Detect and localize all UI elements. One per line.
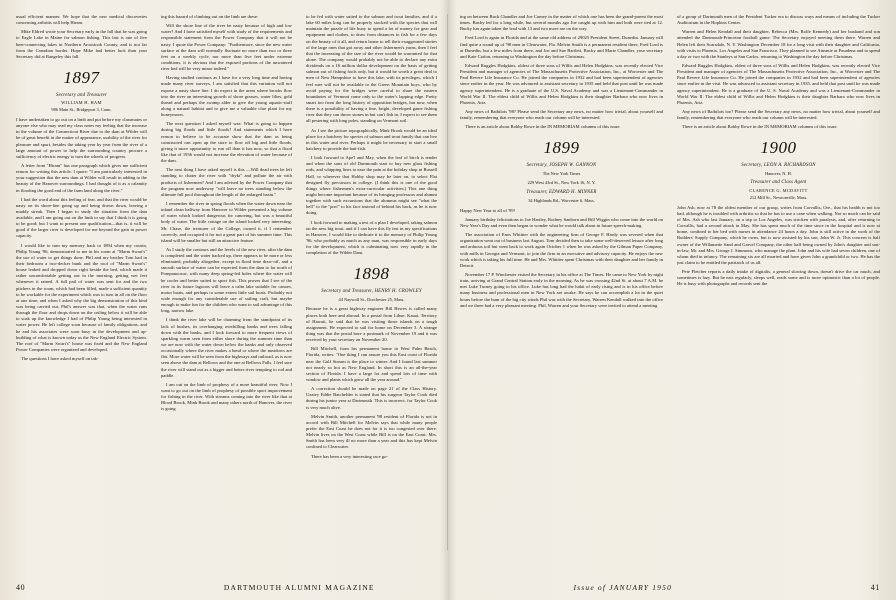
left-page (16, 14, 448, 550)
class-year-heading: 1897 (63, 67, 100, 87)
paragraph: As I study the contours and the levels of the new river, after the dam is completed and the water backed up, there appears to be more or less eliminated, probably altogether, except in flood time draw-off, and a smooth surface of water can be expected from the dam to far north of Pompanoosuc, with many deep spring-fed holes where the water will be cooler and better suited to sport fish. This proves that I see of the river in its future lagoons will leave a calm lake suitable for canoes, motor boats, and perhaps to some extent little sail boats. Probably not wide enough for any considerable use of sailing craft, but maybe enough to make fun for the children who want to sail advantage of this long, narrow lake. (161, 246, 292, 314)
paragraph: The association of Enos Whittier with the engineering firm of George F. Hardy was severed when that organization went out of business last August. Tom decided then to take some well-deserved leisure after long and arduous toil but went back to work again October 1 when he was asked by the Gilman Paper Company, with mills in Georgia and Vermont, to join the firm in an executive and advisory capacity. He enjoys the new work which is taking his full time. He and Mrs. Whittier spent Christmas with their daughter and her family in Detroit. (460, 232, 663, 268)
paragraph: There has been a very interesting race go- (311, 453, 388, 459)
class-treasurer-address: 212 Mill St., Newtonville, Mass. (749, 194, 808, 200)
column-5 (677, 14, 880, 550)
class-officer-address: 986 Main St., Bridgeport 3, Conn. (51, 107, 112, 113)
paragraph: January birthday felicitations to Joe Hartley, Rodney Sanborn and Bill Wiggin who come into the world on New Year's Day and even then began to wonder what he would talk about in future speech-making. (460, 216, 663, 228)
paragraph: I remember the river in spring floods when the water down near the inland clean halfway from Hanover to Wilder presented a big volume of water which looked dangerous for canoeing, but was a beautiful body of water. The little cottage on the island looked very interesting. Mr. Chase, the treasurer of the College, owned it, if I remember correctly, and occupied it for not a great part of his summer time. This island will be smaller but still an attractive feature. (161, 200, 292, 243)
paragraph: Edward Ruggles Hodgkins, eldest of three sons of Willis and Helen Hodgkins, was recently elected Vice President and manager of agencies of The Massachusetts Protective Association, Inc., at Worcester and The Paul Revere Life Insurance Co. He joined the companies in 1932 and had been superintendent of agencies since earlier in the visit. He was advanced to assistant secretary in 1935, and held that post until he was made agency superintendent. He is a graduate of the U. S. Naval Academy and was a Lieutenant-Commander in World War II. The eldest child of Willis and Helen Hodgkins is their daughter Barbara who now lives in Phoenix, Ariz. (677, 62, 880, 105)
paragraph: I would like to turn my memory back to 1894 when my cousin, Philip Young '96, demonstrated to me in his room at "Marm Swart's" the use of water to get things done. Phil and my brother Tom had in their bedroom a two-decker bunk and the roof of "Marm Swart's" house leaked and dropped down right beside the bed, which made it rather uncomfortable getting out in the morning, getting wet feet whenever it rained. A full pail of water was sent for and the two pitchers in the room, which had been filled, made a sufficient quantity to be workable for the experiment which was to turn in all on the floor at one time; and when I asked why the big demonstration of this kind was being carried out, Phil's answer was that, when the water runs through the floor and drops down on the ceiling below it will be able to soak up the knowledge I had of Philip Young being interested in water power. He left college soon because of family obligations, and he and his associates were soon busy in the development and up-building of what is known today as the New England Electric System. The roof of "Marm Swart's" house was fixed and the New England Power Companies were organized and developed. (16, 242, 147, 353)
column-2 (161, 14, 292, 550)
class-treasurer-name: CLARENCE G. MCDAVITT (749, 187, 808, 193)
publication-title: DARTMOUTH ALUMNI MAGAZINE (223, 583, 375, 592)
class-officer-address-line2: 229 West 43rd St., New York 16, N. Y. (527, 180, 596, 186)
paragraph: I have undertaken to go out on a limb and put before my classmates or anyone else who may read my class notes my feeling that the increase in the volume of the Connecticut River due to the dam at Wilder will be of great benefit in the matter of appearance, usability of the river for pleasure and sport, besides the taking year by year from the river of a large amount of power to help the surrounding country procure a sufficiency of electric energy to turn the wheels of progress. (16, 116, 147, 159)
paragraph: I think the river lake will be charming from the standpoint of its lack of bushes, its overhanging overhilling banks and trees falling down with the banks, and I look forward to more frequent views of sparkling warm seen from either shore during the summer time than we are now with the water down below the banks and only observed occasionally where the river makes a bend or where the meadows are flat. More water will be seen from the highways and railroad, as is now seen above the dam at Bellows and the one at Bellows Falls. I feel sure the river will stand out as a bigger and better river tempting to rod and paddle. (161, 317, 292, 378)
paragraph: The next thing I have asked myself is this —Will dead trees be left standing to clutter the river with "dryki" and pollute the air with products of fishermen? And I am advised by the Power Company that the program now underway "will leave no trees standing below the ultimate full pool throughout the length of the enlarged basin." (161, 167, 292, 197)
paragraph: Happy New Year to all of '99! (460, 207, 516, 213)
paragraph: I am out on the limb of prophesy of a more beautiful river. Now I want to go out on the limb of prophesy of possible sport improvement for fishing in the river. With streams coming into the river like that at Blood Brook, Mink Brook and many others north of Hanover, the river is going (161, 381, 292, 412)
right-page (448, 14, 880, 550)
class-treasurer-address: 34 Highlands Rd., Worcester 6, Mass. (528, 197, 595, 203)
paragraph: As I see the picture topographically, Mink Brook would be an ideal place for a hatchery for species of salmon and trout family that can live in this water and river. Perhaps it might be necessary to start a small hatchery to provide the bait-fish. (306, 127, 437, 151)
class-officer-address: Hanover, N. H. (765, 170, 792, 176)
paragraph: to be fed with water suited to the salmon and trout families, and if a lake 60 miles long can be properly stocked with the species that will maintain the puzzle of life buoy to spend a lot of money for gear and equipment and clothes, to draw from distances to fish for a few days on the beauty of it all, and return home to tell their exaggerated stories of the large ones that got away and other fishermen's yarns, then I feel that the increasing of the size of the river would be warranted for that alone. The company would probably not be able to declare any extra dividends on a 16 million dollar development on the basis of getting salmon out of fishing fools only, but it would be worth a great deal to men of New Hampshire to have this lake, with its privileges, which I feel sure will not be available to the Green Mountain boys, who by avoid paying for the bridges were careful to share the eastern boundaries of Vermont come only to the water's lapping edge. Pretty smart too from the long history of opposition bridges, but now, when there is a possibility of having a fine, bright, developed game fishing river that they can throw stones in but can't fish in, I expect to see them all pestering with long poles, standing on Vermont soil. (306, 14, 437, 124)
paragraph: I look forward to making a test of a plan I developed, taking salmon on the new big trout, and if I can have this fly test in my specifications in Hanover, I would like to dedicate it to the memory of Philip Young '96, who probably as much as any man, was responsible in early days for the development, which is culminating now very rapidly in the completion of the Wilder Dam. (306, 219, 437, 256)
paragraph: Fred Lord is again in Florida and at the same old address of 29025 President Street, Dunedin. January will find quite a round up of '98 men in Clearwater, Fla. Melvin Smith is a permanent resident there, Fred Lord is at Dunedin, but a few miles from there, and Joe and Sue Bartlett, Bucky and Marie Chandler, your secretary and Kate Carlon, returning to Washington the day before Christmas. (460, 35, 663, 59)
paragraph: Any news of Batbilots too? Please send the Secretary any news, no matter how trivial, about yourself and family, remembering that everyone who reads our column will be interested. (677, 108, 880, 121)
paragraph: ing this hazard of climbing out on the limb are these: (161, 14, 259, 19)
right-page-number: 41 (870, 583, 880, 592)
paragraph: usual efficient manner. We hope that the new medical discoveries concerning arthritis will help Hiram. (16, 14, 147, 26)
paragraph: Warren and Helen Kendall and their daughter, Rebecca (Mrs. Rolfe Kennedy) and her husband and son attended the Dartmouth-Princeton football game. The Secretary enjoyed meeting them there. Warren and Helen left their Scarsdale, N. Y. Washington December 18 for a long visit with their daughter and California, with visits to Phoenix, Los Angeles and San Francisco. They planned to see Ainsmie at Pasadena and to spend a day or two with the Stanleys at San Carlos, returning to Washington the day before Christmas. (677, 29, 880, 59)
class-officer-role: Secretary and Treasurer (56, 92, 107, 98)
column-4 (460, 14, 663, 550)
paragraph: Pete Fletcher reports a daily intake of digitalis, a general slowing down, doesn't drive the car much, and sometimes is lazy. But he eats regularly, sleeps well, reads some and is more optimistic than a lot of people. He is busy with photographs and records sent the (677, 269, 880, 287)
paragraph: Edward Ruggles Hodgkins, oldest of three sons of Willis and Helen Hodgkins, was recently elected Vice President and manager of agencies of The Massachusetts Protective Association, Inc., at Worcester and The Paul Revere Life Insurance Co. He joined the companies in 1932 and had been superintendent of agencies since earlier in the year. He was advanced to assistant secretary in 1935 and held that post until he was made agency superintendent. He is a graduate of the U.S. Naval Academy and was a Lieutenant-Commander in World War II. The eldest child of Willis and Helen Hodgkins is their daughter Barbara who now lives in Phoenix, Ariz. (460, 62, 663, 105)
class-officer-name: WILLIAM H. HAM (61, 100, 102, 106)
paragraph: The questions I have asked myself on tak- (21, 356, 99, 362)
class-year-heading: 1898 (353, 264, 390, 284)
issue-label: Issue of JANUARY 1950 (573, 583, 673, 592)
page-footer (16, 583, 880, 592)
column-3 (306, 14, 437, 550)
paragraph: I had the word about this feeling of fear, and that the river would be nasty on its shore-line going up and being drawn down, leaving a muddy streak. Then I began to study the situation from the data available, and I am going out on the limb to say that I think it is going to be good; but I want to present one qualification—that is, it will be good if the larger river is developed for me beyond the gain in power capacity. (16, 196, 147, 239)
paragraph: of a group of Dartmouth men of the President Tucker era to discuss ways and means of including the Tucker Auditorium in the Hopkins Center. (677, 14, 880, 26)
paragraph: I look forward to Ape'l and May, when the leaf of birch is tender and when the sons of old Dartmouth start to buy new glass fishing rods, and whipping lines to ease the pain at the holiday shop in Russell Hall, or wherever that Hobby shop may be later on, to select Flat designed fly precursors in college. (I think this is one of the good things where fishermen's extra-curricular activities.) This one thing might become important because of its bringing professors and alumni together with such excursions that the alumnus might see "what the hell" to the "prof" to his face instead of behind his back, as he is now doing. (306, 155, 437, 216)
paragraph: Any news of Batbilots '98? Please send the Secretary any news, no matter how trivial, about yourself and family, remembering that everyone who reads our column will be interested. (460, 108, 663, 121)
class-year-heading: 1899 (543, 138, 580, 158)
two-page-spread (16, 14, 880, 550)
class-officer-role: Secretary, JOSEPH W. GANNON (526, 163, 597, 169)
paragraph: There is an article about Bobby Rowe in the IN MEMORIAM columns of this issue. (682, 124, 838, 130)
class-officer-address-line1: The New York Times (542, 170, 581, 176)
paragraph: A correction should be made on page 21 of the Class History. Uzziey Eddie Batchelder is stated that his surgeon Taylor Cook died during his junior year at Dartmouth. This is incorrect, for Taylor Cook is very much alive. (306, 386, 437, 410)
paragraph: Will the shore line of the river be nasty because of high and low water? And I have satisfied myself with study of the requirements and responsible statement from the Power Company that it will not be nasty. I quote the Power Company: "Furthermore, since the new water surface at the dam will normally fluctuate no more than two or three feet on a weekly cycle, nor more than five feet under extreme conditions, it is obvious that the exposed portions of the unwatered river bed will be very minor indeed." (161, 23, 292, 72)
paragraph: Mike Eldred wrote your Secretary early in the fall that he was going to Eagle Lake in Maine for salmon fishing. This last is one of five beer-connecting lakes in Northern Aroostook County, and is not far from the Canadian border. Hope Mike had better luck than your Secretary did at Rangeley this fall. (16, 29, 147, 59)
paragraph: ing on between Buck Chandler and Joe Carney in the matter of which one has been the grand-parent the most times. Bucky led for a long while, but several months ago Joe caught up with him and both were tied at 12. Bucky has again taken the lead with 13 and two more are on the way. (460, 14, 663, 32)
paragraph: A letter from "Hiram" has one paragraph which gives me sufficient reason for writing this article. I quote: "I am particularly interested in your suggestion that the new dam at Wilder will result in adding to the beauty of the Hanover surroundings. I had thought of it as a calamity in flooding the good end of the farm land along the river." (16, 162, 147, 193)
paragraph: Having studied contours as I have for a very long time and having made many river surveys, I am satisfied that this variation will not expose a nasty shore line. I do expect in the areas where brooks flow into the river an interesting growth of shore grasses, water lilies, gold thread and perhaps the swamp alder to give the young aquatic-stuff along a natural habitat and to give me a valuable clue plant for my honeymoon. (161, 75, 292, 118)
class-treasurer-role: Treasurer, EDWARD H. MINNER (526, 190, 597, 196)
class-officer-address: 44 Naywoll St., Dorchester 25, Mass. (338, 296, 405, 302)
paragraph: Melvin Smith, another permanent '98 resident of Florida is not in accord with Bill Mitchell for Melvin says that while many people prefer the East Coast he does not for it is too congested over there. Melvin lives on the West Coast while Bill is on the East Coast. Mrs. Smith has been very ill no more than a year and this has kept Melvin confined to Clearwater. (306, 413, 437, 450)
paragraph: John Ash, now at 78 the oldest member of our group, writes from Corvallis, Ore., that his health is not too bad, although he is troubled with arthritis so that he has to use a cane when walking. Not so much can be said of Mrs. Ash who last January, on a trip to Los Angeles, was stricken with paralysis, and, after returning to Corvallis, had a second attack in May. She has spent much of the time since in the hospital and is now at home, confined to her bed with nurses in attendance 24 hours a day. John is still active in the work of the Builders' Supply Company, which he owns, but is now assisted by his son, John W. Jr. This concern is half owner of the Willamette Sand and Gravel Company, the other half being owned by John's daughter and son-in-law, Mr. and Mrs. George J. Simmons, who manage the plant. John and his wife had seven children, one of whom died in infancy. The remaining six are all married and have given John a grandchild or two. He has the just claim to be entitled the patriarch of us all. (677, 204, 880, 265)
paragraph: Because he is a great highway engineer Bill Hewes is called many places both here and abroad. In a postal from Lihue, Kauai, Territory of Hawaii, he said that he was visiting those islands on a tough assignment. He expected to sail for home on December 3. A strange thing was that the postal bore a postmark of November 19 and it was received by your secretary on November 20. (306, 306, 437, 343)
class-year-heading: 1900 (760, 138, 797, 158)
paragraph: November 17 P. Winchester visited the Secretary in his office at The Times. He came to New York by night train, arriving at Grand Central Station early in the morning. As he was crossing 42nd St. at about 7 A.M. he met Luke Turney going to his office. Luke has long had the habit of early rising and is in his office before many business and professional men in New York are awake. He says he can accomplish a lot in the quiet hours before the hum of the big city winds Phil was with the Secretary, Warren Kendall walked into the office and we three had a very pleasant meeting. Phil, Warren and your Secretary were invited to attend a meeting (460, 271, 663, 308)
class-officer-role: Secretary, LEON A. RICHARDSON (741, 163, 816, 169)
paragraph: There is an article about Bobby Rowe in the IN MEMORIAM columns of this issue. (465, 124, 621, 130)
left-page-number: 40 (16, 583, 26, 592)
class-officer-role: Secretary and Treasurer, HENRY H. CROWLEY (321, 289, 422, 295)
class-treasurer-role: Treasurer and Class Agent (750, 180, 807, 186)
column-1 (16, 14, 147, 550)
paragraph: Bill Mitchell, from his permanent home in West Palm Beach, Florida, writes: "One thing I can assure you this East coast of Florida near the Gulf Stream is the place to winter. And I found last summer not nearly so hot as New England. In short this is an all-the-year section of Florida. I have a large lot and spend lots of time with window and plants which grow all the year around." (306, 346, 437, 382)
paragraph: The next question I asked myself was: What is going to happen during big floods and little floods? And statements which I have reason to believe to be accurate show that the dam as being constructed can open up the store to flow off big and little floods, giving it more opportunity to run off than it has now, so that a flood like that of 1936 would not increase the elevation of water because of the dam. (161, 121, 292, 164)
